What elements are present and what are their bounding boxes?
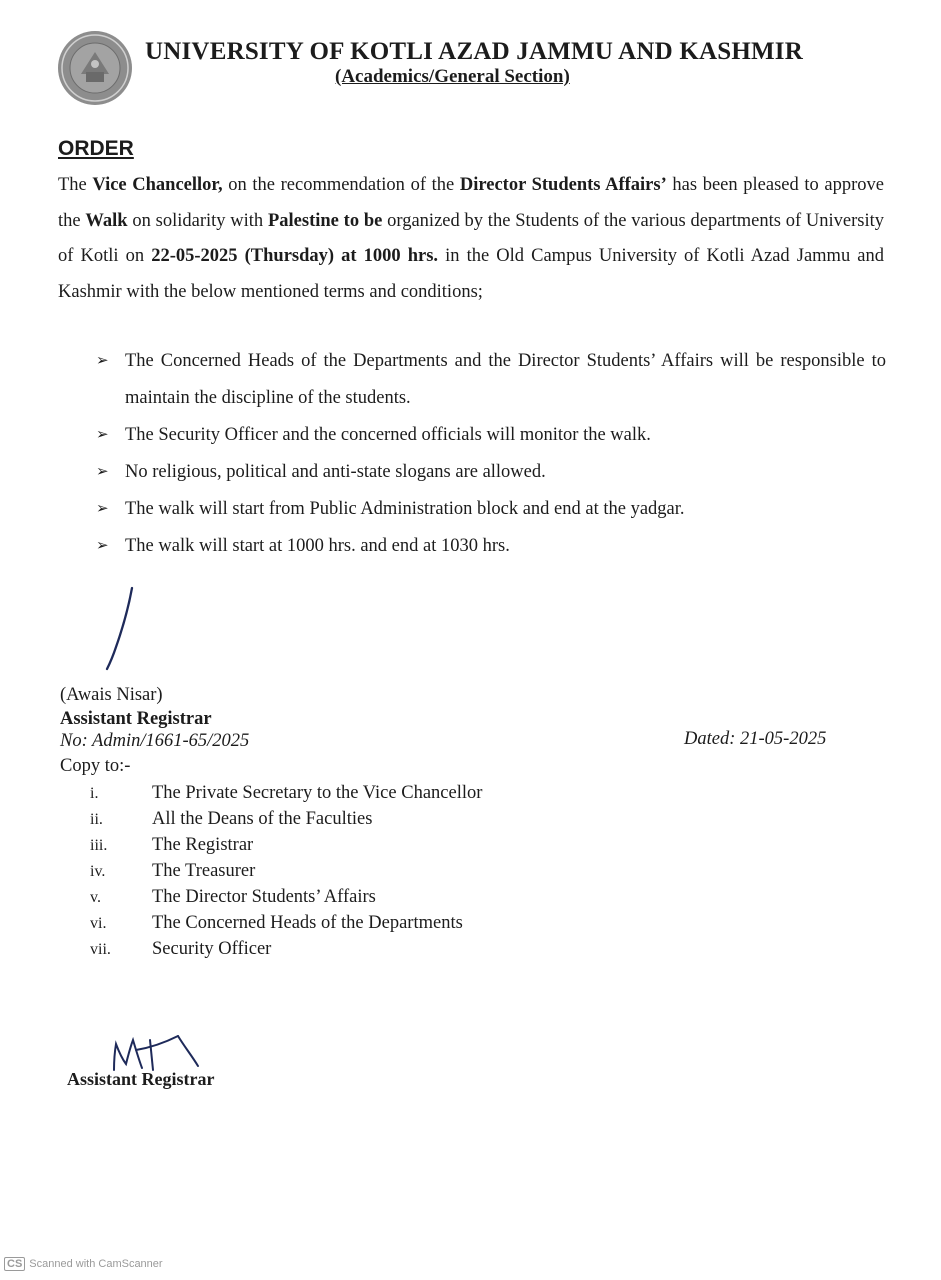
copy-to-number: i.	[90, 785, 99, 802]
term-item	[96, 491, 886, 528]
university-seal-icon	[57, 30, 133, 106]
order-paragraph	[58, 168, 884, 310]
copy-to-heading: Copy to:-	[60, 756, 131, 776]
term-text: The walk will start at 1000 hrs. and end at 1030 hrs.	[125, 536, 510, 556]
term-text: The walk will start from Public Administration block and end at the yadgar.	[125, 499, 685, 519]
term-item	[96, 454, 886, 491]
order-text-segment: Director Students Affairs’	[459, 175, 667, 195]
university-name: UNIVERSITY OF KOTLI AZAD JAMMU AND KASHMIR	[145, 38, 803, 65]
signatory-title: Assistant Registrar	[60, 709, 212, 729]
copy-to-number: ii.	[90, 811, 103, 828]
copy-to-item	[90, 910, 482, 936]
order-text-segment: Palestine to be	[267, 210, 383, 231]
arrow-bullet-icon: ➢	[96, 501, 109, 517]
order-text-segment: The	[58, 175, 93, 195]
order-text-segment: Vice Chancellor,	[92, 175, 223, 195]
watermark-text: Scanned with CamScanner	[29, 1258, 163, 1270]
copy-to-item	[90, 858, 482, 884]
term-text: The Security Officer and the concerned officials will monitor the walk.	[125, 425, 651, 445]
copy-to-item	[90, 832, 482, 858]
term-item	[96, 417, 886, 454]
copy-to-recipient: The Director Students’ Affairs	[152, 887, 376, 907]
arrow-bullet-icon: ➢	[96, 427, 109, 443]
term-text: No religious, political and anti-state slogans are allowed.	[125, 462, 546, 482]
term-item	[96, 343, 886, 417]
reference-number: No: Admin/1661-65/2025	[60, 731, 250, 751]
signature-mark	[100, 585, 140, 675]
signatory-name: (Awais Nisar)	[60, 685, 163, 705]
order-text-segment: on solidarity with	[127, 210, 268, 231]
order-text-segment: in the Old Campus University of Kotli Azad Jammu and Kashmir with the below mentioned terms and conditions;	[58, 246, 884, 302]
copy-to-item	[90, 936, 482, 962]
term-text: The Concerned Heads of the Departments and the Director Students’ Affairs will be responsible to maintain the discipline of the students.	[125, 351, 886, 408]
copy-to-number: vii.	[90, 941, 111, 958]
copy-to-recipient: The Registrar	[152, 835, 254, 855]
order-text-segment: organized by the Students of the various departments of University of Kotli on	[58, 210, 885, 266]
term-item	[96, 528, 886, 565]
arrow-bullet-icon: ➢	[96, 353, 109, 369]
copy-to-recipient: Security Officer	[152, 939, 272, 959]
copy-to-recipient: All the Deans of the Faculties	[152, 809, 373, 829]
copy-to-recipient: The Concerned Heads of the Departments	[152, 913, 463, 933]
copy-to-item	[90, 780, 482, 806]
copy-to-number: vi.	[90, 915, 107, 932]
copy-to-item	[90, 884, 482, 910]
arrow-bullet-icon: ➢	[96, 538, 109, 554]
terms-list	[96, 343, 886, 565]
section-name: (Academics/General Section)	[335, 66, 570, 87]
arrow-bullet-icon: ➢	[96, 464, 109, 480]
copy-to-item	[90, 806, 482, 832]
scanner-watermark	[4, 1257, 163, 1271]
order-heading: ORDER	[58, 137, 134, 160]
dated: Dated: 21-05-2025	[684, 729, 827, 749]
order-text-segment: 22-05-2025 (Thursday) at 1000 hrs.	[151, 246, 439, 266]
copy-to-recipient: The Private Secretary to the Vice Chancellor	[152, 783, 483, 803]
footer-signatory-title: Assistant Registrar	[67, 1069, 215, 1089]
copy-to-recipient: The Treasurer	[152, 861, 256, 881]
copy-to-number: iii.	[90, 837, 108, 854]
copy-to-number: iv.	[90, 863, 106, 880]
copy-to-list	[90, 780, 482, 962]
camscanner-logo: CS	[4, 1257, 25, 1271]
copy-to-number: v.	[90, 889, 101, 906]
order-text-segment: has been pleased to approve the	[58, 175, 885, 231]
order-text-segment: Walk	[85, 210, 128, 231]
order-text-segment: on the recommendation of the	[222, 175, 460, 195]
